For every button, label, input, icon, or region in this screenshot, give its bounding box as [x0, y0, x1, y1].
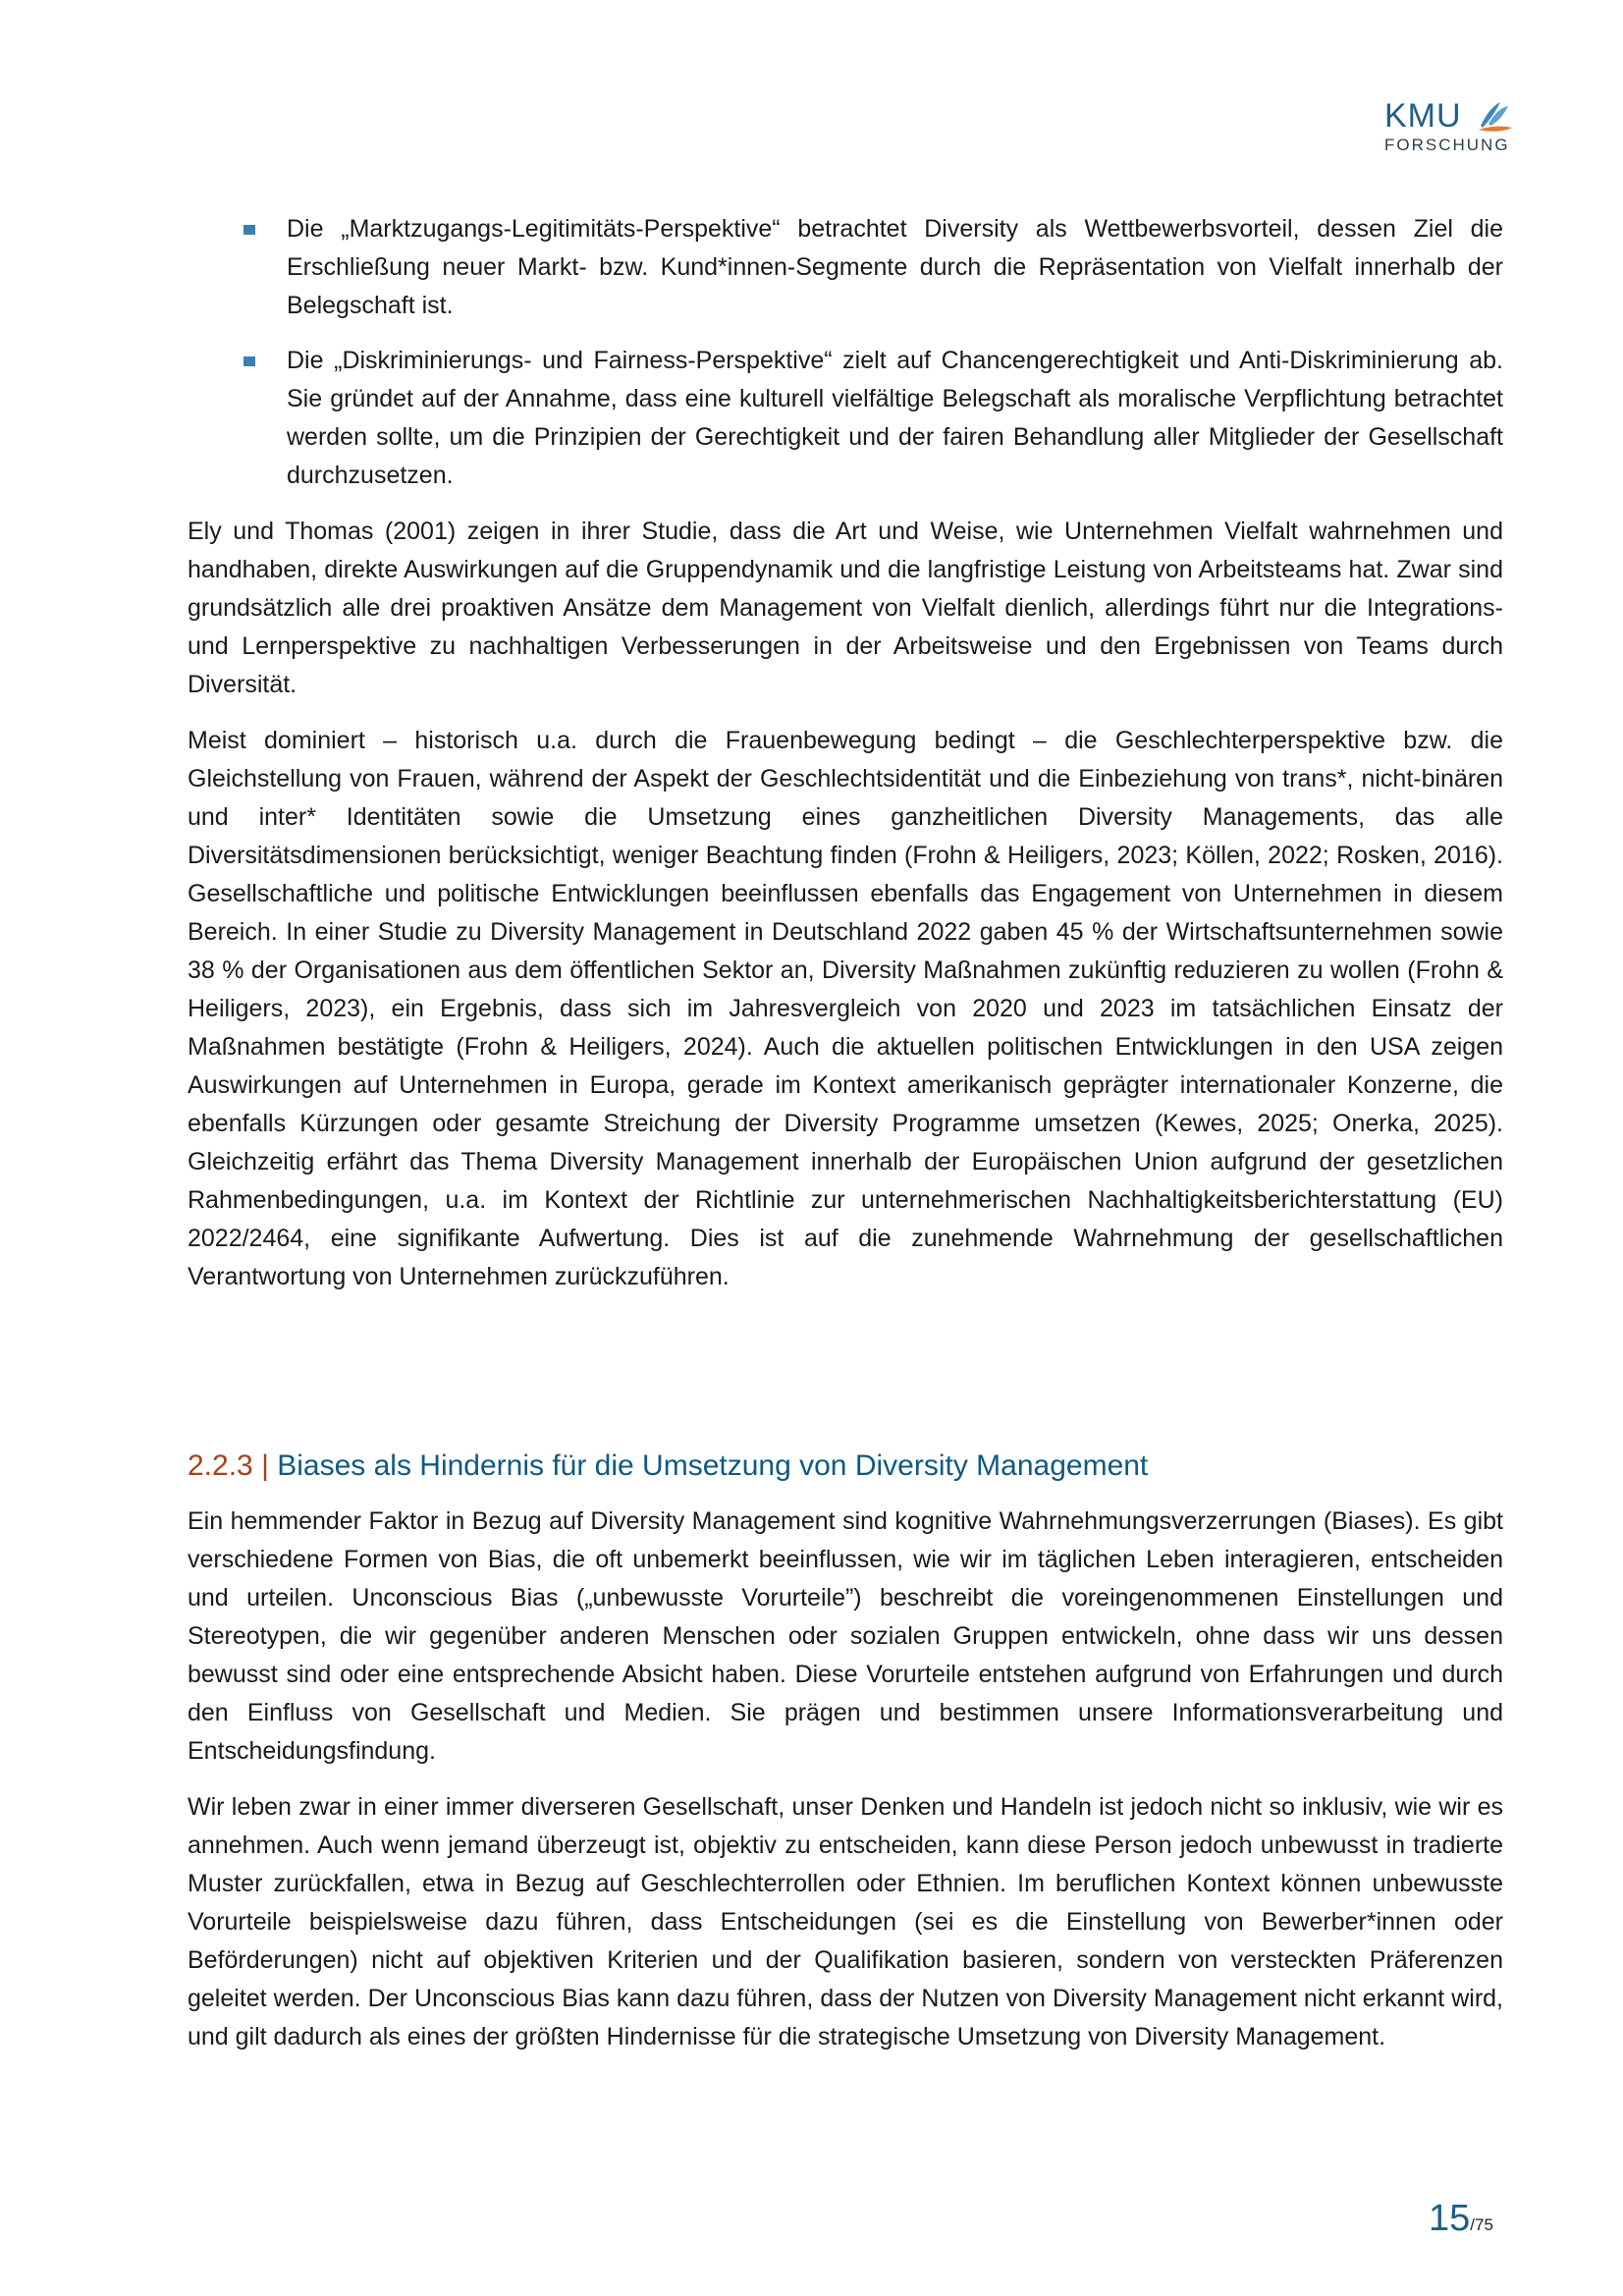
- section-heading: [188, 1447, 1148, 1486]
- kmu-forschung-logo: [1384, 98, 1532, 159]
- paragraph: Ein hemmender Faktor in Bezug auf Diversity Management sind kognitive Wahrnehmungsverzerrungen (Biases). Es gibt verschiedene Formen von Bias, die oft unbemerkt beeinflussen, wie wir im täglichen Leben interagieren, entscheiden und urteilen. Unconscious Bias („unbewusste Vorurteile”) beschreibt die voreingenommenen Einstellungen und Stereotypen, die wir gegenüber anderen Menschen oder sozialen Gruppen entwickeln, ohne dass wir uns dessen bewusst sind oder eine entsprechende Absicht haben. Diese Vorurteile entstehen aufgrund von Erfahrungen und durch den Einfluss von Gesellschaft und Medien. Sie prägen und bestimmen unsere Informationsverarbeitung und Entscheidungsfindung.: [188, 1507, 1503, 1765]
- page-number: [1429, 2198, 1493, 2240]
- total-pages: /75: [1470, 2215, 1493, 2234]
- paragraph: Meist dominiert – historisch u.a. durch die Frauenbewegung bedingt – die Geschlechterperspektive bzw. die Gleichstellung von Frauen, während der Aspekt der Geschlechtsidentität und die Einbeziehung von trans*, nicht-binären und inter* Identitäten sowie die Umsetzung eines ganzheitlichen Diversity Managements, das alle Diversitätsdimensionen berücksichtigt, weniger Beachtung finden (Frohn & Heiligers, 2023; Köllen, 2022; Rosken, 2016). Gesellschaftliche und politische Entwicklungen beeinflussen ebenfalls das Engagement von Unternehmen in diesem Bereich. In einer Studie zu Diversity Management in Deutschland 2022 gaben 45 % der Wirtschaftsunternehmen sowie 38 % der Organisationen aus dem öffentlichen Sektor an, Diversity Maßnahmen zukünftig reduzieren zu wollen (Frohn & Heiligers, 2023), ein Ergebnis, dass sich im Jahresvergleich von 2020 und 2023 im tatsächlichen Einsatz der Maßnahmen bestätigte (Frohn & Heiligers, 2024). Auch die aktuellen politischen Entwicklungen in den USA zeigen Auswirkungen auf Unternehmen in Europa, gerade im Kontext amerikanisch geprägter internationaler Konzerne, die ebenfalls Kürzungen oder gesamte Streichung der Diversity Programme umsetzen (Kewes, 2025; Onerka, 2025). Gleichzeitig erfährt das Thema Diversity Management innerhalb der Europäischen Union aufgrund der gesetzlichen Rahmenbedingungen, u.a. im Kontext der Richtlinie zur unternehmerischen Nachhaltigkeitsberichterstattung (EU) 2022/2464, eine signifikante Aufwertung. Dies ist auf die zunehmende Wahrnehmung der gesellschaftlichen Verantwortung von Unternehmen zurückzuführen.: [188, 727, 1503, 1290]
- paragraph: Wir leben zwar in einer immer diverseren Gesellschaft, unser Denken und Handeln ist jedoch nicht so inklusiv, wie wir es annehmen. Auch wenn jemand überzeugt ist, objektiv zu entscheiden, kann diese Person jedoch unbewusst in tradierte Muster zurückfallen, etwa in Bezug auf Geschlechterrollen oder Ethnien. Im beruflichen Kontext können unbewusste Vorurteile beispielsweise dazu führen, dass Entscheidungen (sei es die Einstellung von Bewerber*innen oder Beförderungen) nicht auf objektiven Kriterien und der Qualifikation basieren, sondern von versteckten Präferenzen geleitet werden. Der Unconscious Bias kann dazu führen, dass der Nutzen von Diversity Management nicht erkannt wird, und gilt dadurch als eines der größten Hindernisse für die strategische Umsetzung von Diversity Management.: [188, 1793, 1503, 2050]
- section-title: Biases als Hindernis für die Umsetzung von Diversity Management: [277, 1449, 1149, 1482]
- bullet-item: Die „Marktzugangs-Legitimitäts-Perspektive“ betrachtet Diversity als Wettbewerbsvorteil, dessen Ziel die Erschließung neuer Markt- bzw. Kund*innen-Segmente durch die Repräsentation von Vielfalt innerhalb der Belegschaft ist.: [287, 215, 1503, 319]
- logo-text-bottom: FORSCHUNG: [1384, 136, 1510, 154]
- section-separator: |: [261, 1449, 269, 1482]
- paragraph: Ely und Thomas (2001) zeigen in ihrer Studie, dass die Art und Weise, wie Unternehmen Vielfalt wahrnehmen und handhaben, direkte Auswirkungen auf die Gruppendynamik und die langfristige Leistung von Arbeitsteams hat. Zwar sind grundsätzlich alle drei proaktiven Ansätze dem Management von Vielfalt dienlich, allerdings führt nur die Integrations- und Lernperspektive zu nachhaltigen Verbesserungen in der Arbeitsweise und den Ergebnissen von Teams durch Diversität.: [188, 518, 1503, 698]
- section-number: 2.2.3: [188, 1449, 253, 1482]
- logo-text-top: KMU: [1384, 97, 1462, 135]
- logo-feather-icon: [1475, 100, 1514, 134]
- bullet-marker: [243, 225, 255, 235]
- current-page: 15: [1429, 2198, 1471, 2239]
- bullet-item: Die „Diskriminierungs- und Fairness-Perspektive“ zielt auf Chancengerechtigkeit und Anti-Diskriminierung ab. Sie gründet auf der Annahme, dass eine kulturell vielfältige Belegschaft als moralische Verpflichtung betrachtet werden sollte, um die Prinzipien der Gerechtigkeit und der fairen Behandlung aller Mitglieder der Gesellschaft durchzusetzen.: [287, 347, 1503, 489]
- bullet-marker: [243, 356, 255, 366]
